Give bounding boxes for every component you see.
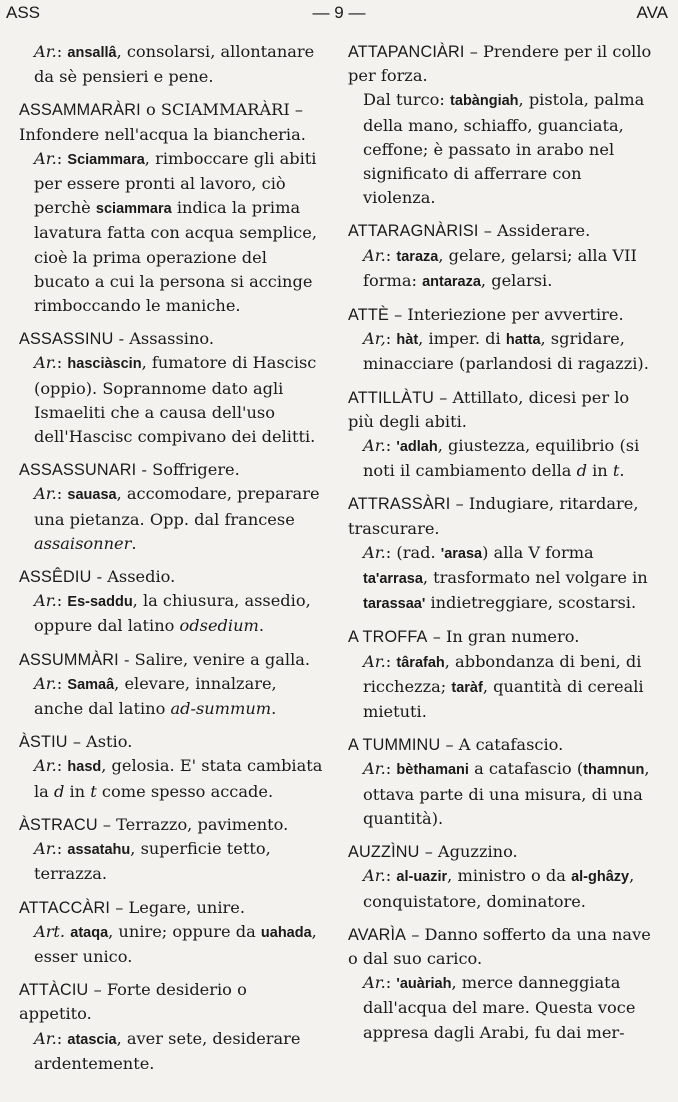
note-text: : [385,436,397,456]
arabic-term: hatta [505,332,541,349]
italic-term: t [90,781,97,801]
note-text: , abbondanza di beni, di ricchezza; [363,651,642,696]
entry-heading [19,327,324,351]
etymology-note [19,920,324,969]
entry-heading [19,648,324,672]
note-text: in [586,461,613,481]
note-text: , conquistatore, dominatore. [363,866,635,911]
arabic-term: Es-saddu [67,594,133,611]
note-text: : [56,148,68,168]
headword-definition: – In gran numero. [427,627,580,647]
entry-heading [19,813,324,837]
note-text: , quantità di cereali mietuti. [363,676,644,722]
arabic-term: atascia [67,1031,117,1048]
arabic-term: Sciammara [67,151,145,168]
note-text: , superficie tetto, terrazza. [34,839,271,884]
etymology-note [348,864,654,913]
italic-term: d [576,461,587,481]
language-abbrev: Ar. [34,42,57,61]
etymology-note [348,244,654,294]
dictionary-entry [19,648,324,722]
headword-definition: – Attillato, dicesi per lo più degli abiti. [348,387,630,431]
italic-term: t [612,461,620,481]
entry-heading [19,896,324,920]
etymology-note [19,1027,324,1076]
arabic-term: al-ghâzy [571,869,630,886]
dictionary-entry [19,565,324,639]
dictionary-entry [348,733,654,831]
headword-definition: – Astio. [67,732,133,752]
etymology-note [19,147,324,318]
entry-heading [19,458,324,482]
arabic-term: sciammara [95,201,172,218]
entry-heading [19,978,324,1026]
arabic-term: taraza [396,248,439,265]
note-text: : [56,756,68,776]
headword: ATTAPANCIÀRI [348,43,465,61]
arabic-term: Samaâ [67,676,115,693]
note-text: , imper. di [418,329,506,349]
note-text: : [385,973,397,993]
dictionary-entry [348,219,654,294]
language-abbrev: Ar, [363,329,386,349]
arabic-term: hasd [67,759,102,776]
entry-heading [19,98,324,146]
headword-definition: – Interiezione per avvertire. [388,305,624,325]
arabic-term: antaraza [422,273,481,290]
dictionary-entry [19,896,324,970]
note-text: : [56,484,68,504]
headword: ÀSTRACU [19,815,98,834]
language-abbrev: Ar. [34,839,57,859]
etymology-note [19,589,324,638]
arabic-term: hasciàscin [67,356,142,373]
etymology-note [19,672,324,721]
entry-heading [348,923,654,971]
italic-term: odsedium [179,616,259,636]
italic-term: assaisonner [34,533,132,553]
note-text: , trasformato nel volgare in [422,568,648,588]
headword: ÀSTIU [19,733,68,752]
language-abbrev: Ar. [363,245,386,265]
language-abbrev: Ar. [34,756,57,776]
note-text: : [56,353,68,373]
etymology-note [348,88,654,210]
headword-definition: - Assassino. [113,329,215,349]
etymology-note [19,40,324,89]
entry-heading [348,840,654,864]
language-abbrev: Ar. [34,1028,57,1048]
dictionary-entry [19,98,324,318]
dictionary-entry [348,625,654,724]
note-text: : [385,329,397,349]
etymology-note [19,482,324,556]
note-text: , giustezza, equilibrio (si noti il cambiamento della [363,436,640,481]
note-text: , aver sete, desiderare ardentemente. [34,1028,301,1073]
headword-definition: – Danno sofferto da una nave o dal suo carico. [348,924,651,968]
italic-term: ad-summum [170,699,272,719]
etymology-note [348,650,654,725]
arabic-term: ansallâ [67,45,117,61]
note-text: , ministro o da [447,866,572,886]
headword: ATTÀCIU [19,981,89,1000]
dictionary-entry [19,327,324,449]
headword: A TROFFA [348,628,428,647]
arabic-term: taràf [451,679,483,696]
dictionary-entry [19,458,324,556]
note-text: : [385,759,397,779]
note-text: : [56,1028,68,1048]
note-text: : [385,245,397,265]
note-text: , accomodare, preparare una pietanza. Opp. dal francese [34,484,320,529]
note-text: , rimboccare gli abiti per essere pronti al lavoro, ciò perchè [34,148,317,218]
entry-heading [348,40,654,88]
etymology-note [348,971,654,1045]
note-text: , pistola, palma della mano, schiaffo, guanciata, ceffone; è passato in arabo nel significato di afferrare con violenza. [363,90,645,208]
language-abbrev: Ar. [363,866,386,886]
headword: ATTARAGNÀRISI [348,222,479,241]
arabic-term: ta'arrasa [363,571,423,588]
dictionary-entry [348,303,654,377]
note-text: : (rad. [385,542,441,562]
note-text: , gelosia. E' stata cambiata la [34,756,323,801]
header-right-guideword: AVA [636,3,668,22]
note-text: : [56,591,68,611]
headword: ATTACCÀRI [19,898,111,917]
arabic-term: târafah [396,654,445,671]
dictionary-entry [348,492,654,616]
note-text: indietreggiare, scostarsi. [425,593,637,613]
headword-definition: – Terrazzo, pavimento. [97,814,289,834]
headword: ATTILLÀTU [348,388,435,407]
etymology-note [348,757,654,831]
dictionary-entry [19,730,324,804]
language-abbrev: Ar. [363,436,386,456]
etymology-note [348,541,654,617]
note-text: , esser unico. [34,921,317,966]
note-text: , gelarsi. [480,270,553,290]
headword: ATTRASSÀRI [348,495,451,514]
header-left-guideword: ASS [6,3,41,22]
note-text: : [56,839,68,859]
running-header [0,3,678,29]
language-abbrev: Ar. [34,484,57,504]
headword: AUZZÌNU [348,843,420,862]
arabic-term: 'adlah [396,439,438,456]
etymology-note [19,351,324,449]
note-text: . [271,699,277,719]
headword-definition: - Soffrigere. [136,460,240,480]
arabic-term: uahada [260,924,312,941]
note-text: Dal turco: [363,90,451,110]
entry-heading [19,565,324,589]
dictionary-entry [348,840,654,914]
note-text: . [619,461,625,481]
note-text: , unire; oppure da [108,921,261,941]
language-abbrev: Ar. [363,759,386,779]
note-text: : [56,42,68,61]
note-text: , ottava parte di una misura, di una quantità). [363,759,650,828]
headword-definition: – Forte desiderio o appetito. [19,980,247,1024]
note-text: in [64,781,91,801]
page-number: — 9 — [312,3,366,22]
headword: ASSAMMARÀRI [19,101,141,120]
note-text: , elevare, innalzare, anche dal latino [34,673,277,719]
language-abbrev: Ar. [363,542,386,562]
left-column [19,40,324,1085]
arabic-term: hàt [396,332,419,349]
language-abbrev: Art. [34,921,66,941]
entry-heading [348,625,654,649]
dictionary-entry [348,40,654,210]
language-abbrev: Ar. [34,353,57,373]
headword-definition: - Salire, venire a galla. [118,649,311,669]
headword: ATTÈ [348,306,389,325]
arabic-term: 'auàriah [396,976,452,993]
note-text: come spesso accade. [96,781,274,801]
note-text: , fumatore di Hascisc (oppio). Soprannome dato agli Ismaeliti che a causa dell'uso dell'Hascisc compivano dei delitti. [34,353,317,447]
note-text: . [131,533,137,553]
arabic-term: tabàngiah [450,93,519,110]
entry-heading [348,219,654,243]
note-text: : [385,651,397,671]
headword-definition: – Assiderare. [478,221,591,241]
dictionary-entry [348,386,654,484]
headword-definition: o SCIAMMARÀRI – Infondere nell'acqua la biancheria. [19,100,306,144]
arabic-term: sauasa [67,487,117,504]
headword: ASSÊDIU [19,568,92,587]
etymology-note [348,434,654,483]
note-text: : [56,673,68,693]
note-text: , sgridare, minacciare (parlandosi di ragazzi). [363,329,649,374]
arabic-term: 'arasa [440,545,483,562]
note-text: . [258,616,264,636]
italic-term: d [53,781,65,801]
headword-definition: – Prendere per il collo per forza. [348,42,652,86]
entry-heading [348,303,654,327]
dictionary-entry [19,40,324,89]
headword-definition: – Aguzzino. [419,842,518,862]
entry-heading [348,386,654,434]
etymology-note [348,327,654,376]
entry-heading [348,733,654,757]
headword-definition: – Indugiare, ritardare, trascurare. [348,494,639,538]
entry-heading [348,492,654,540]
language-abbrev: Ar. [363,973,386,993]
dictionary-entry [348,923,654,1045]
note-text: a catafascio ( [468,759,584,779]
headword: AVARÌA [348,925,407,944]
note-text: , consolarsi, allontanare da sè pensieri e pene. [34,42,315,87]
entry-heading [19,730,324,754]
headword: ASSASSINU [19,330,114,349]
arabic-term: al-uazir [396,869,448,886]
arabic-term: tarassaa' [363,596,426,613]
headword: A TUMMINU [348,736,441,755]
note-text: : [385,866,397,886]
etymology-note [19,837,324,886]
headword: ASSASSUNARI [19,461,137,480]
headword-definition: – A catafascio. [440,735,564,755]
language-abbrev: Ar. [34,148,57,168]
note-text: indica la prima lavatura fatta con acqua semplice, cioè la prima operazione del bucato a cui la persona si accinge rimboccando le maniche. [34,198,317,316]
arabic-term: assatahu [67,842,131,859]
arabic-term: thamnun [583,762,645,779]
note-text: , la chiusura, assedio, oppure dal latino [34,591,311,636]
headword-definition: – Legare, unire. [110,897,245,917]
arabic-term: ataqa [70,924,109,941]
language-abbrev: Ar. [34,673,57,693]
language-abbrev: Ar. [363,651,386,671]
note-text: , merce danneggiata dall'acqua del mare. Questa voce appresa dagli Arabi, fu dai mer- [363,973,636,1042]
dictionary-entry [19,813,324,887]
etymology-note [19,754,324,803]
language-abbrev: Ar. [34,591,57,611]
arabic-term: bèthamani [396,762,469,779]
headword: ASSUMMÀRI [19,650,119,669]
headword-definition: - Assedio. [91,567,176,587]
note-text: ) alla V forma [482,542,594,562]
dictionary-entry [19,978,324,1076]
right-column [348,40,654,1054]
note-text: , gelare, gelarsi; alla VII forma: [363,245,637,290]
